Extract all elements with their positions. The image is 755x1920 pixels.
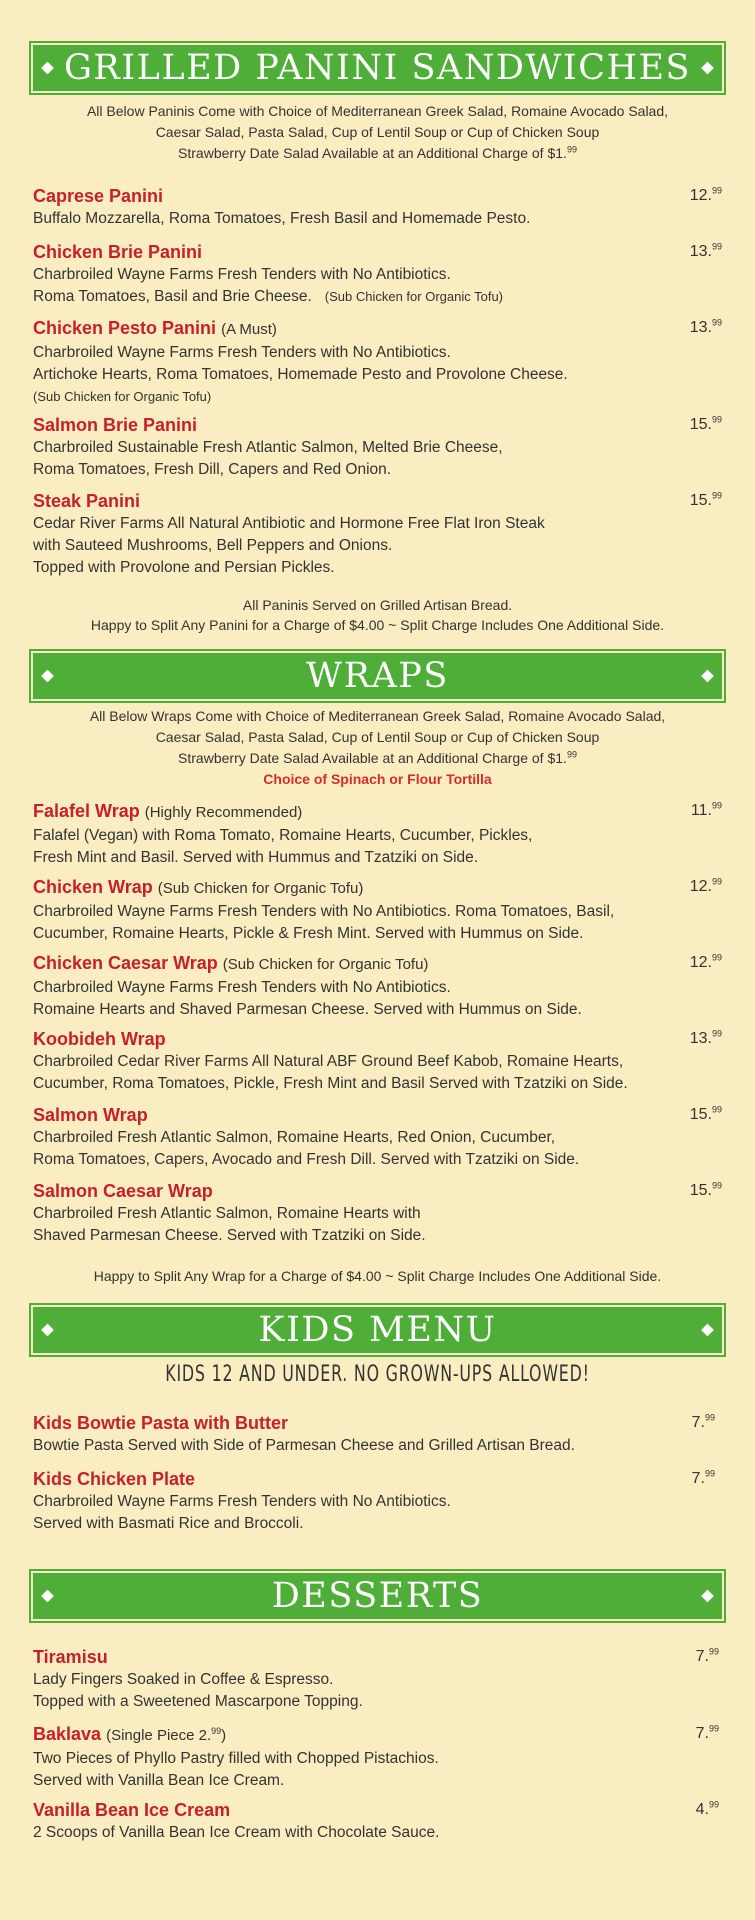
- intro-line: Strawberry Date Salad Available at an Additional Charge of $1.99: [178, 144, 577, 161]
- item-description: Shaved Parmesan Cheese. Served with Tzatziki on Side.: [33, 1227, 426, 1244]
- menu-item: [33, 489, 722, 579]
- menu-item: [33, 1179, 722, 1247]
- item-description: Served with Basmati Rice and Broccoli.: [33, 1515, 304, 1532]
- panini-footnote: All Paninis Served on Grilled Artisan Bread. Happy to Split Any Panini for a Charge of $4.00 ~ Split Charge Includes One Additional Side.: [90, 597, 665, 633]
- menu-item: [33, 1027, 722, 1095]
- item-description: Cucumber, Romaine Hearts, Pickle & Fresh Mint. Served with Hummus on Side.: [33, 925, 584, 942]
- item-description: Served with Vanilla Bean Ice Cream.: [33, 1772, 285, 1789]
- menu-item: [33, 1645, 719, 1713]
- item-description: Cucumber, Roma Tomatoes, Pickle, Fresh Mint and Basil Served with Tzatziki on Side.: [33, 1075, 628, 1092]
- kids-subtitle: KIDS 12 AND UNDER. NO GROWN-UPS ALLOWED!: [165, 1362, 590, 1387]
- diamond-icon: [41, 62, 54, 75]
- item-description: Roma Tomatoes, Capers, Avocado and Fresh Dill. Served with Tzatziki on Side.: [33, 1151, 580, 1168]
- item-price: 11.99: [690, 800, 722, 819]
- panini-section-banner: [33, 45, 722, 91]
- item-name: Kids Bowtie Pasta with Butter: [33, 1413, 289, 1433]
- item-description: 2 Scoops of Vanilla Bean Ice Cream with Chocolate Sauce.: [33, 1824, 440, 1841]
- desserts-section-banner: [33, 1573, 722, 1619]
- diamond-icon: [41, 670, 54, 683]
- item-price: 13.99: [689, 241, 722, 260]
- item-description: Cedar River Farms All Natural Antibiotic and Hormone Free Flat Iron Steak: [33, 515, 545, 532]
- diamond-icon: [41, 1590, 54, 1603]
- item-description: Fresh Mint and Basil. Served with Hummus and Tzatziki on Side.: [33, 849, 479, 866]
- item-description: Romaine Hearts and Shaved Parmesan Cheese. Served with Hummus on Side.: [33, 1001, 582, 1018]
- item-name: Chicken Caesar Wrap (Sub Chicken for Organic Tofu): [33, 953, 429, 973]
- panini-intro: [33, 101, 722, 164]
- item-name: Caprese Panini: [33, 186, 164, 206]
- item-price: 15.99: [689, 490, 722, 509]
- item-description: Charbroiled Fresh Atlantic Salmon, Romaine Hearts with: [33, 1205, 421, 1222]
- item-description: Charbroiled Wayne Farms Fresh Tenders with No Antibiotics.: [33, 266, 451, 283]
- item-price: 7.99: [695, 1723, 719, 1742]
- menu-item: [33, 1103, 722, 1171]
- diamond-icon: [701, 1324, 714, 1337]
- menu-item: [33, 413, 722, 481]
- item-price: 12.99: [689, 876, 722, 895]
- diamond-icon: [41, 1324, 54, 1337]
- menu-item: [33, 799, 722, 869]
- kids-section-banner: [33, 1307, 722, 1353]
- item-name: Tiramisu: [33, 1647, 108, 1667]
- diamond-icon: [701, 62, 714, 75]
- item-name: Chicken Brie Panini: [33, 242, 203, 262]
- wraps-section-banner: [33, 653, 722, 699]
- item-name: Koobideh Wrap: [33, 1029, 166, 1049]
- intro-line: Caesar Salad, Pasta Salad, Cup of Lentil Soup or Cup of Chicken Soup: [155, 124, 600, 140]
- item-description: Roma Tomatoes, Basil and Brie Cheese. (Sub Chicken for Organic Tofu): [33, 288, 504, 305]
- item-description: Buffalo Mozzarella, Roma Tomatoes, Fresh Basil and Homemade Pesto.: [33, 210, 531, 227]
- item-description: Artichoke Hearts, Roma Tomatoes, Homemade Pesto and Provolone Cheese.: [33, 366, 568, 383]
- tortilla-choice: Choice of Spinach or Flour Tortilla: [263, 771, 492, 787]
- menu-item: [33, 1467, 715, 1535]
- menu-item: [33, 316, 722, 408]
- item-name: Steak Panini: [33, 491, 141, 511]
- menu-item: [33, 1411, 715, 1457]
- item-name: Salmon Brie Panini: [33, 415, 198, 435]
- item-description: Charbroiled Fresh Atlantic Salmon, Romaine Hearts, Red Onion, Cucumber,: [33, 1129, 556, 1146]
- wraps-footnote: Happy to Split Any Wrap for a Charge of $4.00 ~ Split Charge Includes One Additional Side.: [93, 1268, 662, 1284]
- item-name: Salmon Caesar Wrap: [33, 1181, 213, 1201]
- item-name: Baklava (Single Piece 2.99): [33, 1724, 227, 1744]
- item-price: 13.99: [689, 1028, 722, 1047]
- diamond-icon: [701, 1590, 714, 1603]
- wraps-intro: All Below Wraps Come with Choice of Mediterranean Greek Salad, Romaine Avocado Salad, Caesar Salad, Pasta Salad, Cup of Lentil Soup or Cup of Chicken Soup Strawberry Date Salad Available at an Additional Charge of $1.99 Choice of Spinach or Flour Tortilla: [33, 706, 722, 790]
- item-description: Falafel (Vegan) with Roma Tomato, Romaine Hearts, Cucumber, Pickles,: [33, 827, 533, 844]
- item-name: Vanilla Bean Ice Cream: [33, 1800, 231, 1820]
- item-description: Bowtie Pasta Served with Side of Parmesan Cheese and Grilled Artisan Bread.: [33, 1437, 575, 1454]
- section-title: GRILLED PANINI SANDWICHES: [63, 48, 692, 88]
- item-name: Kids Chicken Plate: [33, 1469, 196, 1489]
- item-description: Charbroiled Wayne Farms Fresh Tenders with No Antibiotics. Roma Tomatoes, Basil,: [33, 903, 615, 920]
- item-description: with Sauteed Mushrooms, Bell Peppers and Onions.: [33, 537, 393, 554]
- item-name: Falafel Wrap (Highly Recommended): [33, 801, 303, 821]
- item-price: 4.99: [695, 1799, 719, 1818]
- item-description: Two Pieces of Phyllo Pastry filled with Chopped Pistachios.: [33, 1750, 439, 1767]
- menu-item: [33, 184, 722, 230]
- item-price: 12.99: [689, 952, 722, 971]
- item-description: Charbroiled Cedar River Farms All Natural ABF Ground Beef Kabob, Romaine Hearts,: [33, 1053, 624, 1070]
- item-description: Charbroiled Sustainable Fresh Atlantic Salmon, Melted Brie Cheese,: [33, 439, 503, 456]
- item-price: 12.99: [689, 185, 722, 204]
- menu-item: [33, 875, 722, 945]
- item-description: Roma Tomatoes, Fresh Dill, Capers and Red Onion.: [33, 461, 392, 478]
- item-description: Topped with Provolone and Persian Pickles.: [33, 559, 335, 576]
- menu-item: [33, 1798, 719, 1844]
- item-price: 15.99: [689, 1104, 722, 1123]
- item-price: 15.99: [689, 414, 722, 433]
- item-description: Charbroiled Wayne Farms Fresh Tenders with No Antibiotics.: [33, 344, 451, 361]
- item-price: 13.99: [689, 317, 722, 336]
- item-description: Charbroiled Wayne Farms Fresh Tenders with No Antibiotics.: [33, 979, 451, 996]
- menu-item: [33, 240, 722, 308]
- item-description: Charbroiled Wayne Farms Fresh Tenders with No Antibiotics.: [33, 1493, 451, 1510]
- item-price: 7.99: [691, 1412, 715, 1431]
- section-title: KIDS MENU: [258, 1310, 497, 1350]
- item-description: Topped with a Sweetened Mascarpone Topping.: [33, 1693, 363, 1710]
- item-name: Chicken Wrap (Sub Chicken for Organic Tofu): [33, 877, 364, 897]
- diamond-icon: [701, 670, 714, 683]
- item-name: Chicken Pesto Panini (A Must): [33, 318, 277, 338]
- menu-item: [33, 1722, 719, 1792]
- item-price: 7.99: [695, 1646, 719, 1665]
- item-description: (Sub Chicken for Organic Tofu): [33, 389, 212, 404]
- item-name: Salmon Wrap: [33, 1105, 148, 1125]
- section-title: WRAPS: [306, 656, 449, 696]
- item-description: Lady Fingers Soaked in Coffee & Espresso.: [33, 1671, 334, 1688]
- intro-line: All Below Paninis Come with Choice of Mediterranean Greek Salad, Romaine Avocado Salad,: [86, 103, 669, 119]
- item-price: 15.99: [689, 1180, 722, 1199]
- item-price: 7.99: [691, 1468, 715, 1487]
- section-title: DESSERTS: [271, 1576, 484, 1616]
- menu-item: [33, 951, 722, 1021]
